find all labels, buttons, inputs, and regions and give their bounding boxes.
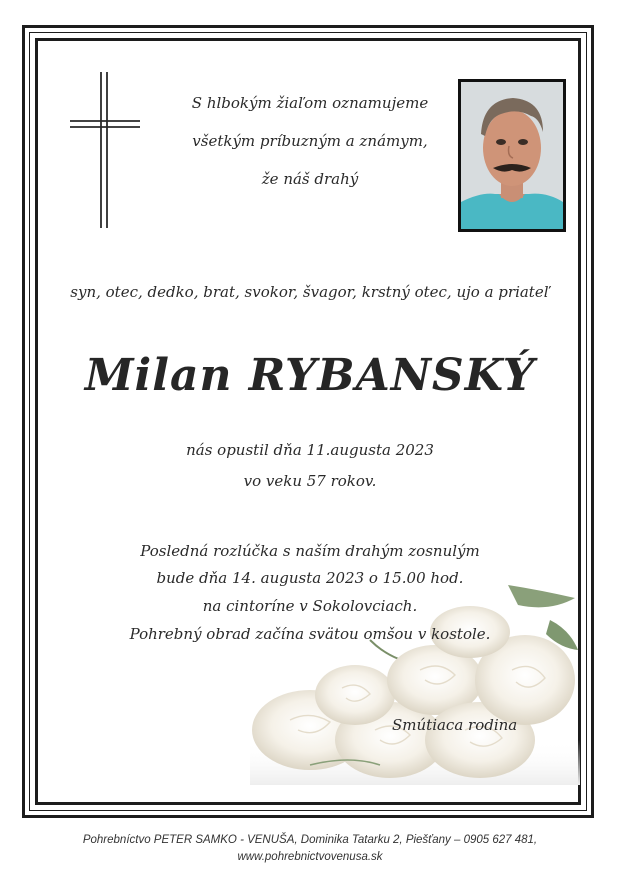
portrait-photo: [458, 79, 566, 232]
deceased-name: Milan RYBANSKÝ: [84, 350, 536, 401]
intro-line-1: S hlbokým žiaľom oznamujeme: [191, 94, 429, 112]
passed-date-line: nás opustil dňa 11.augusta 2023: [186, 441, 434, 459]
ceremony-line-4: Pohrebný obrad začína svätou omšou v kostole.: [129, 625, 491, 643]
age-line: vo veku 57 rokov.: [243, 472, 377, 490]
ceremony-line-2: bude dňa 14. augusta 2023 o 15.00 hod.: [156, 569, 464, 587]
footer-company-line: Pohrebníctvo PETER SAMKO - VENUŠA, Dominika Tatarku 2, Piešťany – 0905 627 481,: [82, 834, 538, 846]
intro-line-2: všetkým príbuzným a známym,: [192, 132, 428, 150]
relations-text: syn, otec, dedko, brat, svokor, švagor, krstný otec, ujo a priateľ: [70, 283, 550, 301]
intro-line-3: že náš drahý: [261, 170, 359, 188]
signature-family: Smútiaca rodina: [392, 716, 518, 734]
ceremony-line-3: na cintoríne v Sokolovciach.: [202, 597, 418, 615]
footer-website-link[interactable]: www.pohrebnictvovenusa.sk: [237, 851, 383, 863]
cross-icon: [68, 70, 144, 232]
ceremony-line-1: Posledná rozlúčka s naším drahým zosnulým: [140, 542, 480, 560]
